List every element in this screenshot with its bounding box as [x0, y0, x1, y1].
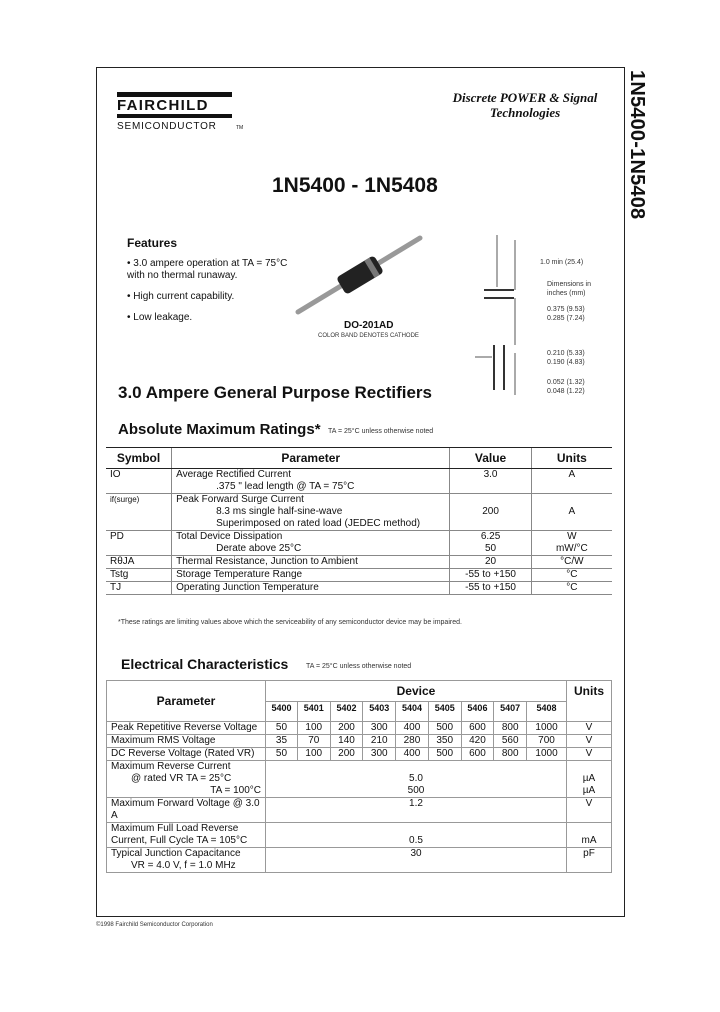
table-row: PD Total Device Dissipation Derate above 25°C 6.25 50 W mW/°C — [106, 531, 612, 556]
ec-heading: Electrical Characteristics — [121, 656, 289, 672]
value-cell: 300 — [363, 722, 396, 735]
copyright: ©1998 Fairchild Semiconductor Corporation — [96, 922, 213, 928]
table-row: TJ Operating Junction Temperature -55 to +150 °C — [106, 582, 612, 595]
diode-package-illustration — [290, 230, 430, 320]
table-row: IO Average Rectified Current .375 " lead length @ TA = 75°C 3.0 A — [106, 469, 612, 494]
table-row: if(surge) Peak Forward Surge Current 8.3 ms single half-sine-wave Superimposed on rated load (JEDEC method) 200 A — [106, 494, 612, 531]
value-cell: 140 — [330, 735, 363, 748]
value-cell: 210 — [363, 735, 396, 748]
brand-line1: Discrete POWER & Signal — [452, 90, 598, 105]
electrical-characteristics-table — [106, 680, 612, 873]
device-column-header: 5401 — [297, 702, 330, 722]
feature-item: • High current capability. — [127, 291, 235, 302]
table-row: Maximum Forward Voltage @ 3.0 A 1.2 V — [107, 798, 612, 823]
table-row: Maximum Reverse Current @ rated VR TA = 25°C TA = 100°C 5.0 500 µA µA — [107, 761, 612, 798]
dim-dia-max: 0.210 (5.33) — [547, 350, 585, 357]
value-cell: 500 — [428, 748, 461, 761]
value-cell: 50 — [266, 748, 298, 761]
value-cell: 400 — [396, 748, 429, 761]
value-cell: 600 — [461, 722, 494, 735]
value-cell: 70 — [297, 735, 330, 748]
parameter-cell: DC Reverse Voltage (Rated VR) — [107, 748, 266, 761]
features-list — [127, 258, 297, 324]
value-cell: 600 — [461, 748, 494, 761]
device-column-header: 5405 — [428, 702, 461, 722]
value-cell: 300 — [363, 748, 396, 761]
value-cell: 200 — [330, 722, 363, 735]
value-cell: 100 — [297, 722, 330, 735]
dim-note-2: inches (mm) — [547, 290, 586, 297]
value-cell: 280 — [396, 735, 429, 748]
value-cell: 35 — [266, 735, 298, 748]
value-cell: 800 — [494, 748, 527, 761]
dim-dia-min: 0.190 (4.83) — [547, 359, 585, 366]
amr-footnote: *These ratings are limiting values above which the serviceability of any semiconductor device may be impaired. — [118, 619, 462, 626]
ec-note: TA = 25°C unless otherwise noted — [306, 663, 412, 670]
device-column-header: 5407 — [494, 702, 527, 722]
logo-name: FAIRCHILD — [117, 97, 209, 114]
dim-note-1: Dimensions in — [547, 281, 591, 288]
units-cell: V — [567, 735, 612, 748]
device-column-header: 5404 — [396, 702, 429, 722]
value-cell: 1000 — [527, 748, 567, 761]
parameter-cell: Maximum RMS Voltage — [107, 735, 266, 748]
value-cell: 1000 — [527, 722, 567, 735]
table-row — [107, 722, 612, 735]
package-note: COLOR BAND DENOTES CATHODE — [318, 333, 419, 339]
device-column-header: 5402 — [330, 702, 363, 722]
dimension-drawing — [470, 235, 530, 405]
table-row: Maximum Full Load Reverse Current, Full Cycle TA = 105°C 0.5 mA — [107, 823, 612, 848]
features-heading: Features — [127, 236, 178, 250]
dim-lead-max: 0.052 (1.32) — [547, 379, 585, 386]
device-column-header: 5400 — [266, 702, 298, 722]
units-cell: V — [567, 722, 612, 735]
feature-item: • Low leakage. — [127, 312, 193, 323]
dim-body-max: 0.375 (9.53) — [547, 306, 585, 313]
value-cell: 560 — [494, 735, 527, 748]
side-title: 1N5400-1N5408 — [626, 70, 648, 220]
parameter-cell: Peak Repetitive Reverse Voltage — [107, 722, 266, 735]
dim-body-min: 0.285 (7.24) — [547, 315, 585, 322]
main-heading: 3.0 Ampere General Purpose Rectifiers — [118, 383, 433, 402]
value-cell: 50 — [266, 722, 298, 735]
value-cell: 420 — [461, 735, 494, 748]
value-cell: 700 — [527, 735, 567, 748]
dim-lead-length: 1.0 min (25.4) — [540, 259, 584, 266]
value-cell: 100 — [297, 748, 330, 761]
feature-item: • 3.0 ampere operation at TA = 75°C with no thermal runaway. — [127, 258, 288, 281]
table-row — [107, 735, 612, 748]
value-cell: 200 — [330, 748, 363, 761]
value-cell: 350 — [428, 735, 461, 748]
table-row: RθJA Thermal Resistance, Junction to Ambient 20 °C/W — [106, 556, 612, 569]
part-title: 1N5400 - 1N5408 — [272, 174, 438, 197]
units-cell: V — [567, 748, 612, 761]
dim-lead-min: 0.048 (1.22) — [547, 388, 585, 395]
table-header-row: Parameter Device Units — [107, 681, 612, 702]
value-cell: 500 — [428, 722, 461, 735]
logo-sub: SEMICONDUCTOR — [117, 121, 217, 132]
value-cell: 800 — [494, 722, 527, 735]
amr-note: TA = 25°C unless otherwise noted — [328, 428, 434, 435]
brand-line2: Technologies — [489, 105, 561, 120]
table-header-row: Symbol Parameter Value Units — [106, 448, 612, 469]
absolute-maximum-ratings-table — [106, 447, 612, 595]
table-row — [107, 748, 612, 761]
amr-heading: Absolute Maximum Ratings* — [118, 421, 321, 438]
value-cell: 400 — [396, 722, 429, 735]
package-name: DO-201AD — [344, 320, 394, 331]
device-column-header: 5408 — [527, 702, 567, 722]
device-column-header: 5403 — [363, 702, 396, 722]
device-column-header: 5406 — [461, 702, 494, 722]
table-row: Tstg Storage Temperature Range -55 to +150 °C — [106, 569, 612, 582]
table-row: Typical Junction Capacitance VR = 4.0 V, f = 1.0 MHz 30 pF — [107, 848, 612, 873]
